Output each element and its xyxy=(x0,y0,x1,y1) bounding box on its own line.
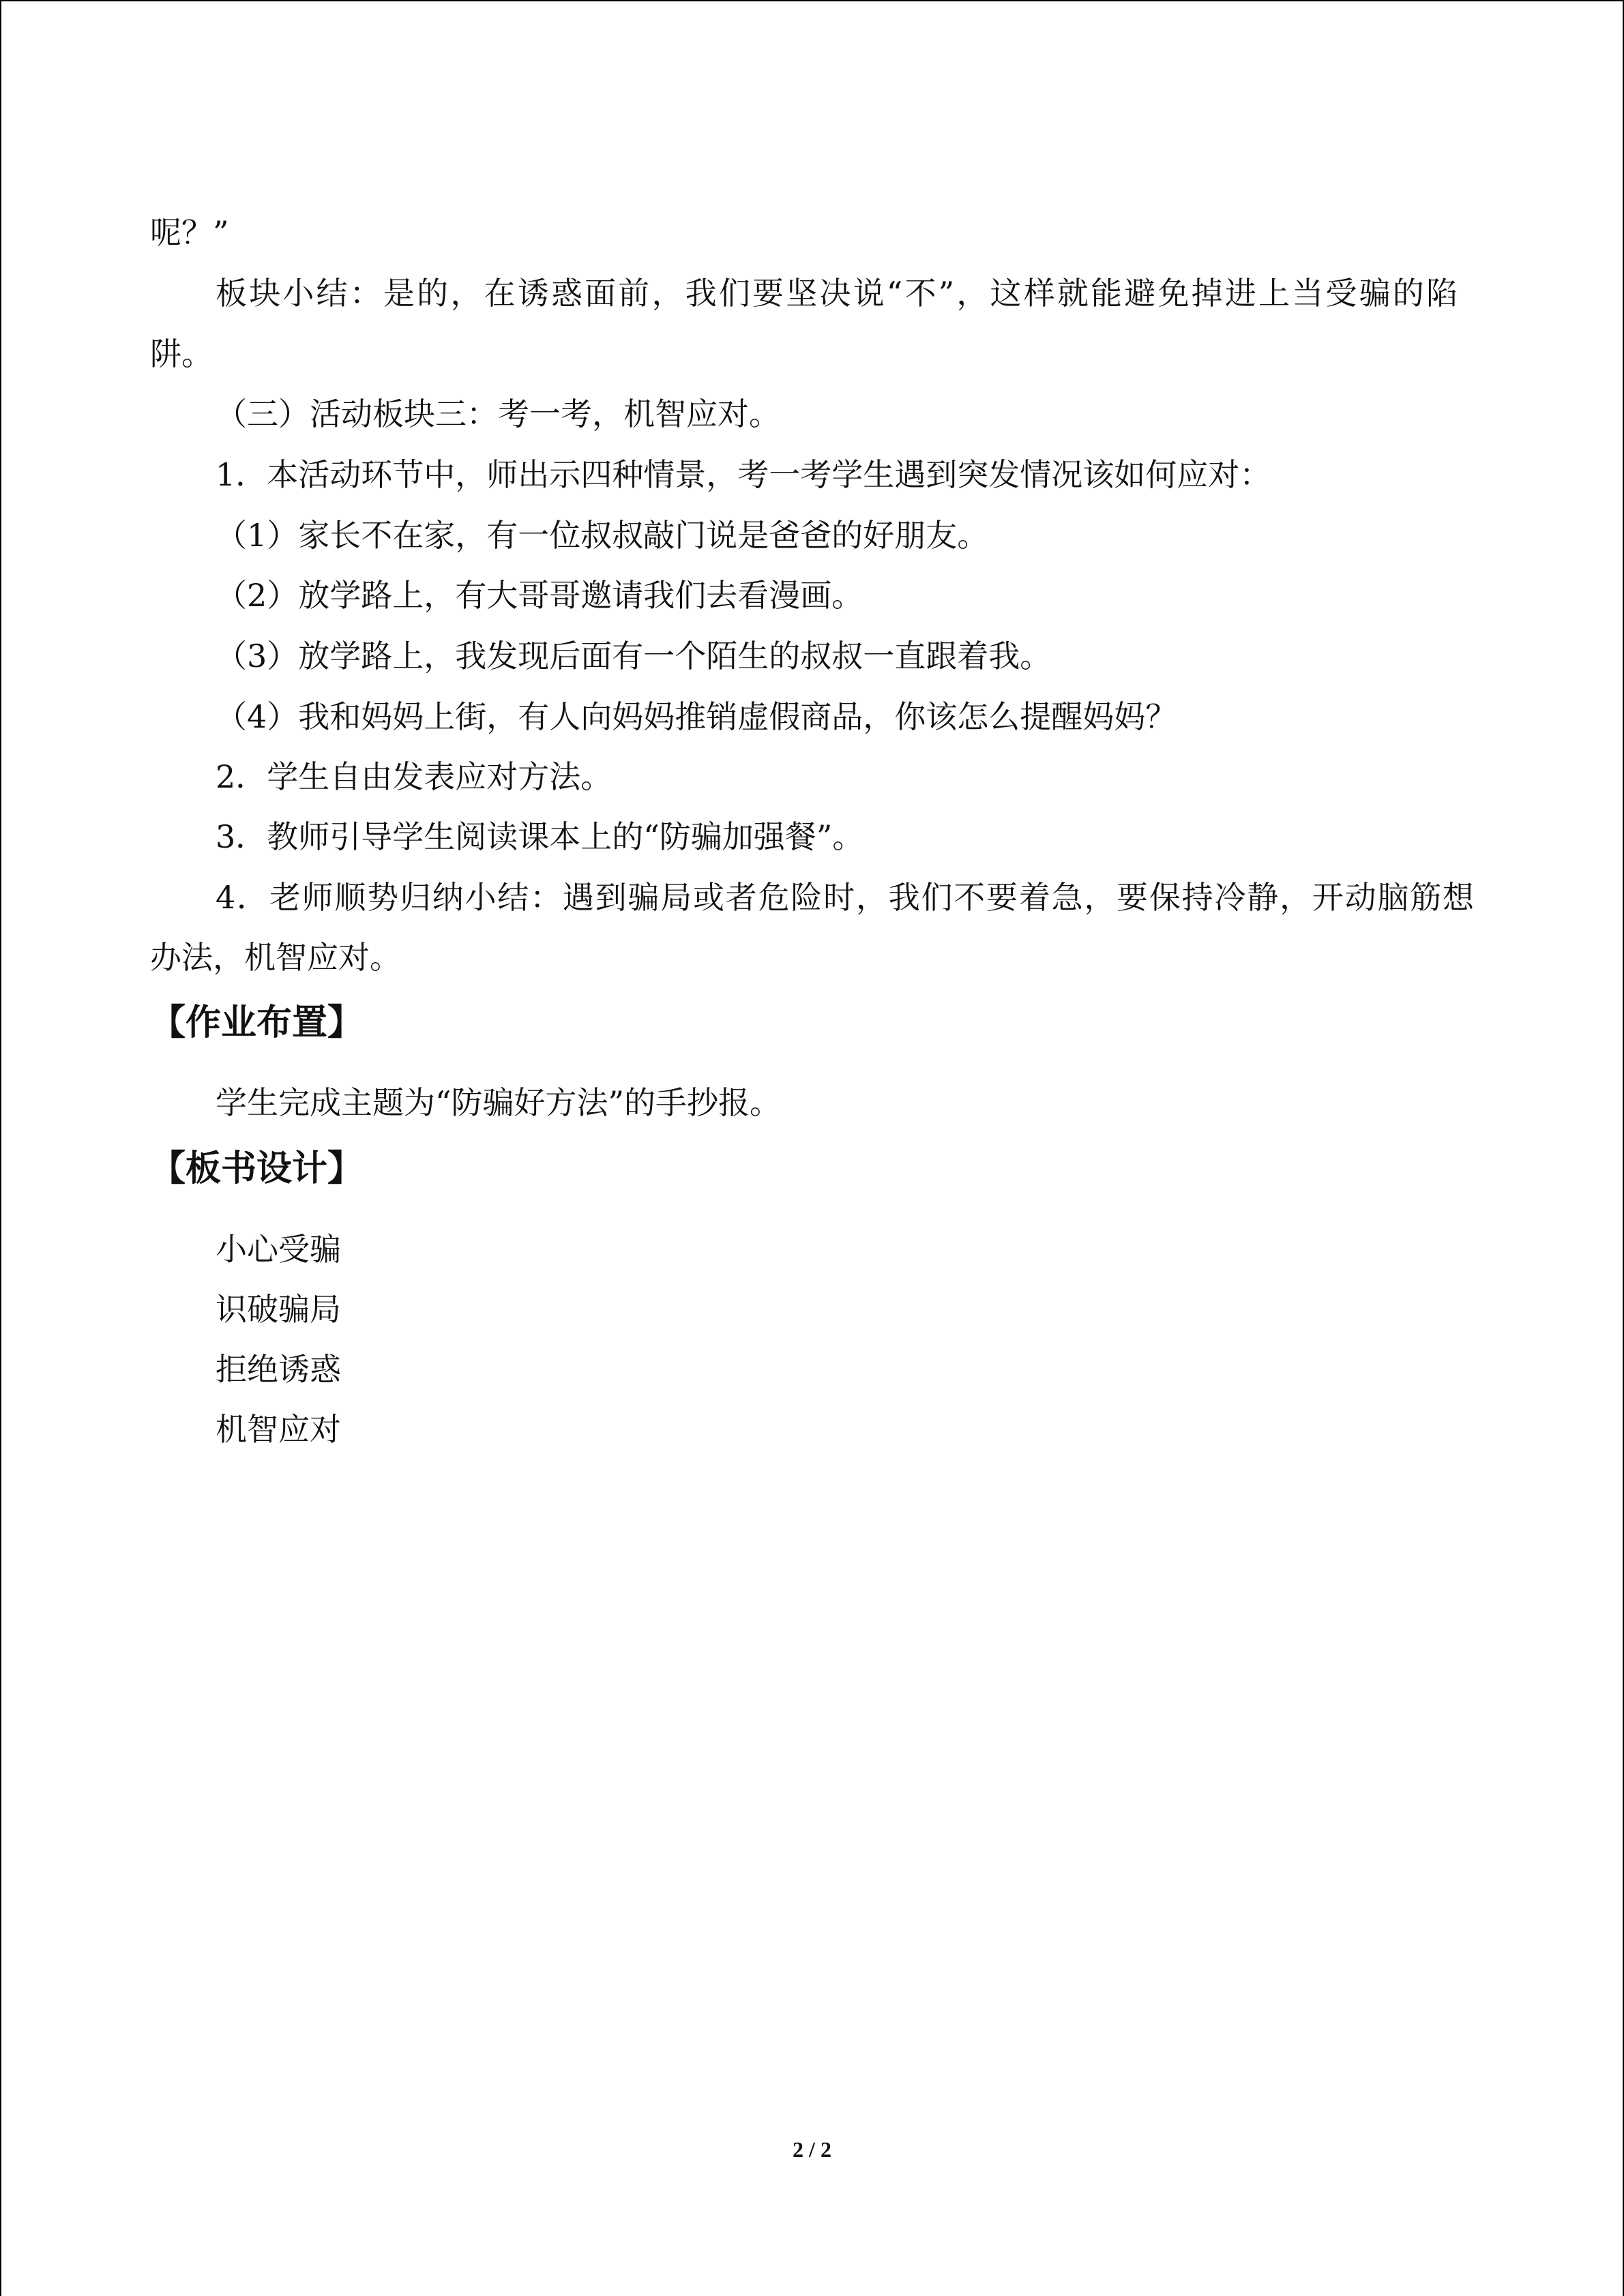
scenario-3: （3）放学路上，我发现后面有一个陌生的叔叔一直跟着我。 xyxy=(216,638,1052,674)
step-2-text: 2．学生自由发表应对方法。 xyxy=(216,758,612,795)
board-design-heading: 【板书设计】 xyxy=(150,1148,364,1189)
scenario-1: （1）家长不在家，有一位叔叔敲门说是爸爸的好朋友。 xyxy=(216,517,989,554)
homework-heading: 【作业布置】 xyxy=(150,1002,364,1043)
homework-text: 学生完成主题为“防骗好方法”的手抄报。 xyxy=(216,1084,782,1121)
board-item-4: 机智应对 xyxy=(216,1411,341,1448)
board-item-1: 小心受骗 xyxy=(216,1231,341,1268)
step-1-text: 1．本活动环节中，师出示四种情景，考一考学生遇到突发情况该如何应对： xyxy=(216,456,1271,493)
activity-3-title: （三）活动板块三：考一考，机智应对。 xyxy=(216,396,780,432)
block-summary-line-1: 板块小结：是的，在诱惑面前，我们要坚决说“不”，这样就能避免掉进上当受骗的陷 xyxy=(216,275,1458,312)
board-item-2: 识破骗局 xyxy=(216,1291,341,1328)
board-item-3: 拒绝诱惑 xyxy=(216,1351,341,1388)
step-4-line-1: 4．老师顺势归纳小结：遇到骗局或者危险时，我们不要着急，要保持冷静，开动脑筋想 xyxy=(216,879,1474,916)
step-4-line-2: 办法，机智应对。 xyxy=(150,939,401,976)
scenario-2: （2）放学路上，有大哥哥邀请我们去看漫画。 xyxy=(216,577,863,614)
paragraph-continuation: 呢？” xyxy=(150,214,229,251)
scenario-4: （4）我和妈妈上街，有人向妈妈推销虚假商品，你该怎么提醒妈妈？ xyxy=(216,698,1177,735)
block-summary-line-2: 阱。 xyxy=(150,336,213,372)
page-number: 2 / 2 xyxy=(793,2137,831,2162)
step-3-text: 3．教师引导学生阅读课本上的“防骗加强餐”。 xyxy=(216,818,864,855)
